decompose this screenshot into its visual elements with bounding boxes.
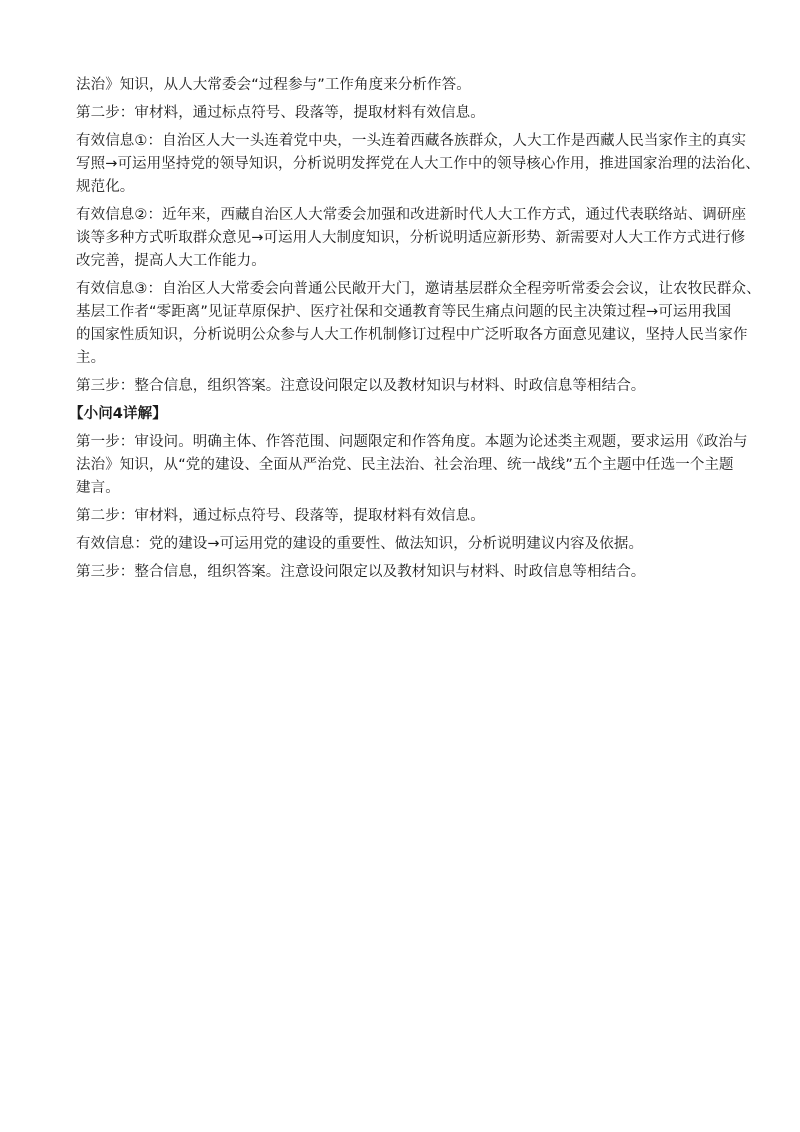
text-line: 改完善，提高人大工作能力。 [76,253,266,269]
paragraph [76,505,736,528]
paragraph [76,375,736,398]
paragraph [76,102,736,125]
paragraph [76,431,748,500]
paragraph [76,130,760,199]
text-line: 有效信息①：自治区人大一头连着党中央，一头连着西藏各族群众，人大工作是西藏人民当家作主的真实 [76,133,747,149]
text-line: 有效信息②：近年来，西藏自治区人大常委会加强和改进新时代人大工作方式，通过代表联络站、调研座 [76,207,747,223]
text-line: 主。 [76,350,106,366]
text-line: 第二步：审材料，通过标点符号、段落等，提取材料有效信息。 [76,508,485,524]
paragraph [76,204,747,273]
text-line: 写照→可运用坚持党的领导知识，分析说明发挥党在人大工作中的领导核心作用，推进国家治理的法治化、 [76,156,760,172]
paragraph [76,533,736,556]
text-line: 规范化。 [76,179,135,195]
text-line: 第三步：整合信息，组织答案。注意设问限定以及教材知识与材料、时政信息等相结合。 [76,378,646,394]
paragraph [76,561,736,584]
text-line: 【小问4详解】 [69,406,167,422]
text-line: 建言。 [76,480,120,496]
text-line: 基层工作者“零距离”见证草原保护、医疗社保和交通教育等民生痛点问题的民主决策过程→可运用我国 [76,304,732,320]
document-body [69,74,761,589]
text-line: 第一步：审设问。明确主体、作答范围、问题限定和作答角度。本题为论述类主观题，要求运用《政治与 [76,434,748,450]
paragraph [76,278,761,370]
text-line: 第三步：整合信息，组织答案。注意设问限定以及教材知识与材料、时政信息等相结合。 [76,564,646,580]
text-line: 谈等多种方式听取群众意见→可运用人大制度知识，分析说明适应新形势、新需要对人大工作方式进行修 [76,230,746,246]
text-line: 第二步：审材料，通过标点符号、段落等，提取材料有效信息。 [76,105,485,121]
text-line: 有效信息③：自治区人大常委会向普通公民敞开大门，邀请基层群众全程旁听常委会会议，让农牧民群众、 [76,281,761,297]
text-line: 的国家性质知识，分析说明公众参与人大工作机制修订过程中广泛听取各方面意见建议，坚持人民当家作 [76,327,748,343]
section-heading [69,403,736,426]
text-line: 法治》知识，从人大常委会“过程参与”工作角度来分析作答。 [76,77,471,93]
text-line: 有效信息：党的建设→可运用党的建设的重要性、做法知识，分析说明建议内容及依据。 [76,536,644,552]
paragraph [76,74,736,97]
text-line: 法治》知识，从“党的建设、全面从严治党、民主法治、社会治理、统一战线”五个主题中任选一个主题 [76,457,734,473]
